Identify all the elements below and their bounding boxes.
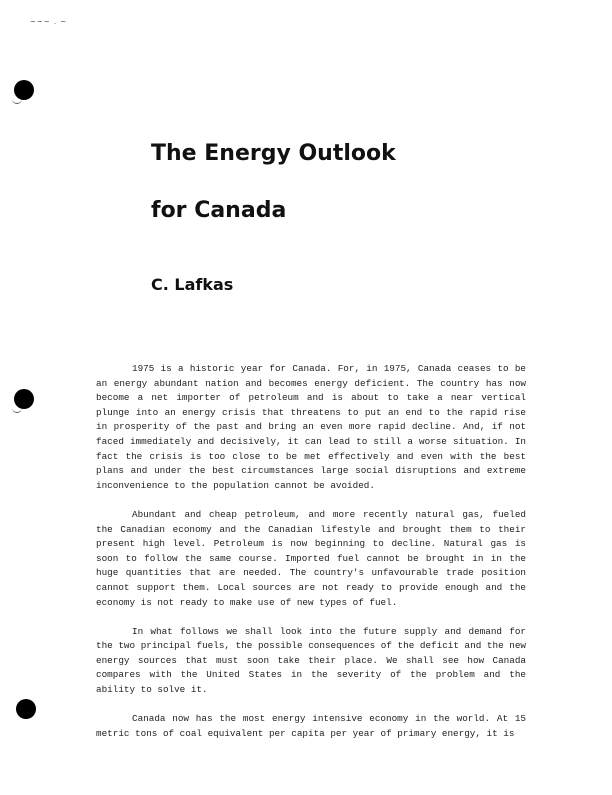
author-name: C. Lafkas [151,275,234,294]
title-line-2: for Canada [151,198,287,223]
paragraph: 1975 is a historic year for Canada. For, in 1975, Canada ceases to be an energy abundant nation and becomes energy deficient. The country has now become a net importer of petroleum and is about to take a near vertical plunge into an energy crisis that threatens to put an end to the rapid rise in prosperity of the past and bring an even more rapid decline. And, if not faced immediately and decisively, it can lead to still a worse situation. In fact the crisis is too close to be met effectively and even with the best plans and under the best circumstances large social disruptions and extreme inconvenience to the population cannot be avoided. [96,363,526,491]
header-mark: ~~~ . ~ [30,18,68,26]
paragraph: Abundant and cheap petroleum, and more recently natural gas, fueled the Canadian economy and the Canadian lifestyle and brought them to their present high level. Petroleum is now beginning to decline. Natural gas is soon to follow the same course. Imported fuel cannot be brought in in the huge quantities that are needed. The country's unfavourable trade position cannot support them. Local sources are not ready to provide enough and the economy is not ready to make use of new types of fuel. [96,508,526,608]
paragraph: In what follows we shall look into the future supply and demand for the two principal fuels, the possible consequences of the deficit and the new energy sources that must soon take their place. We shall see how Canada compares with the United States in the severity of the problem and the ability to solve it. [96,625,526,696]
title-line-1: The Energy Outlook [151,141,396,166]
paragraph: Canada now has the most energy intensive economy in the world. At 15 metric tons of coal equivalent per capita per year of primary energy, it is [96,713,526,739]
binder-hole-bottom [16,699,36,719]
body-text [96,362,526,756]
